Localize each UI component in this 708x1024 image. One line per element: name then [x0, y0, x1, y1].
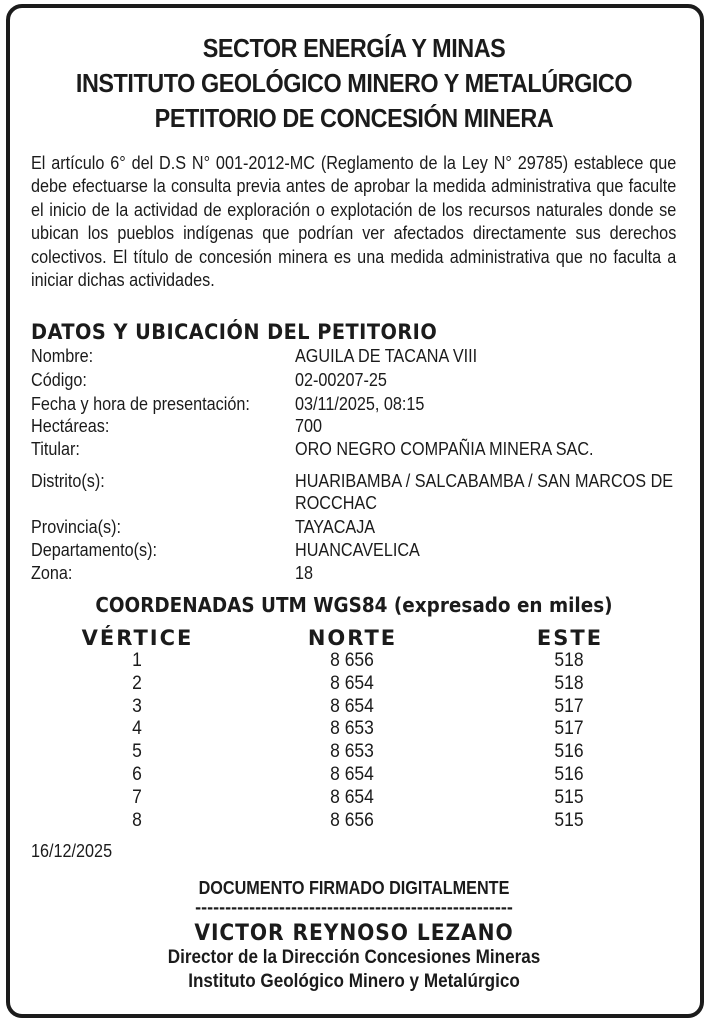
- column-header-vertice: VÉRTICE: [81, 626, 194, 650]
- vertice-cell: 3: [132, 695, 142, 717]
- field-value: AGUILA DE TACANA VIII: [295, 346, 478, 366]
- este-cell: 516: [554, 764, 584, 785]
- field-label: Provincia(s):: [31, 517, 122, 537]
- field-label: Distrito(s):: [31, 471, 105, 491]
- norte-cell: 8 653: [330, 718, 374, 740]
- vertice-cell: 1: [132, 650, 142, 671]
- vertice-cell: 2: [132, 672, 142, 694]
- este-cell: 516: [554, 741, 584, 763]
- field-label: Hectáreas:: [31, 416, 110, 436]
- signer-institution: Instituto Geológico Minero y Metalúrgico: [188, 971, 520, 992]
- field-label: Titular:: [31, 439, 80, 459]
- document-date: 16/12/2025: [31, 841, 113, 861]
- signature-line: -----------------------------------------------------: [195, 897, 513, 917]
- coordinates-title: COORDENADAS UTM WGS84 (expresado en miles): [95, 593, 613, 617]
- field-value: 03/11/2025, 08:15: [295, 394, 425, 414]
- norte-cell: 8 654: [330, 764, 374, 785]
- field-value: 18: [295, 563, 314, 583]
- este-cell: 517: [554, 695, 584, 717]
- field-value: 02-00207-25: [295, 370, 387, 390]
- column-header-norte: NORTE: [307, 626, 398, 650]
- header-institute: INSTITUTO GEOLÓGICO MINERO Y METALÚRGICO: [75, 68, 633, 98]
- este-cell: 517: [554, 718, 584, 740]
- field-value: HUARIBAMBA / SALCABAMBA / SAN MARCOS DE ROCCHAC: [295, 471, 674, 513]
- field-value: ORO NEGRO COMPAÑIA MINERA SAC.: [295, 439, 594, 459]
- field-label: Departamento(s):: [31, 540, 158, 560]
- este-cell: 518: [554, 672, 584, 694]
- field-label: Código:: [31, 370, 87, 390]
- vertice-cell: 8: [132, 809, 142, 831]
- vertice-cell: 4: [132, 718, 142, 740]
- signed-notice: DOCUMENTO FIRMADO DIGITALMENTE: [198, 878, 510, 898]
- signer-position: Director de la Dirección Concesiones Mineras: [167, 947, 541, 968]
- datos-section-title: DATOS Y UBICACIÓN DEL PETITORIO: [31, 320, 438, 344]
- field-value: TAYACAJA: [295, 517, 376, 537]
- column-header-este: ESTE: [536, 626, 604, 650]
- signer-name: VICTOR REYNOSO LEZANO: [194, 921, 514, 946]
- norte-cell: 8 654: [330, 672, 374, 694]
- este-cell: 518: [554, 650, 584, 671]
- vertice-cell: 6: [132, 764, 142, 785]
- field-label: Nombre:: [31, 346, 94, 366]
- este-cell: 515: [554, 786, 584, 808]
- intro-text: El artículo 6° del D.S N° 001-2012-MC (Reglamento de la Ley N° 29785) establece que debe efectuarse la consulta previa antes de aprobar la medida administrativa que faculte el inicio de la actividad de exploración o explotación de los recursos naturales donde se ubican los pueblos indígenas que podrían ver afectados directamente sus derechos colectivos. El título de concesión minera es una medida administrativa que no faculta a iniciar dichas actividades.: [31, 153, 677, 291]
- intro-paragraph: [31, 152, 676, 292]
- header-sector: SECTOR ENERGÍA Y MINAS: [202, 33, 506, 63]
- header-title: PETITORIO DE CONCESIÓN MINERA: [154, 103, 554, 133]
- norte-cell: 8 656: [330, 650, 374, 671]
- norte-cell: 8 653: [330, 741, 374, 763]
- norte-cell: 8 654: [330, 695, 374, 717]
- este-cell: 515: [554, 809, 584, 831]
- field-value: 700: [295, 416, 323, 436]
- norte-cell: 8 656: [330, 809, 374, 831]
- norte-cell: 8 654: [330, 786, 374, 808]
- vertice-cell: 5: [132, 741, 142, 763]
- vertice-cell: 7: [132, 786, 142, 808]
- field-label: Fecha y hora de presentación:: [31, 394, 250, 414]
- field-value: HUANCAVELICA: [295, 540, 420, 560]
- field-label: Zona:: [31, 563, 73, 583]
